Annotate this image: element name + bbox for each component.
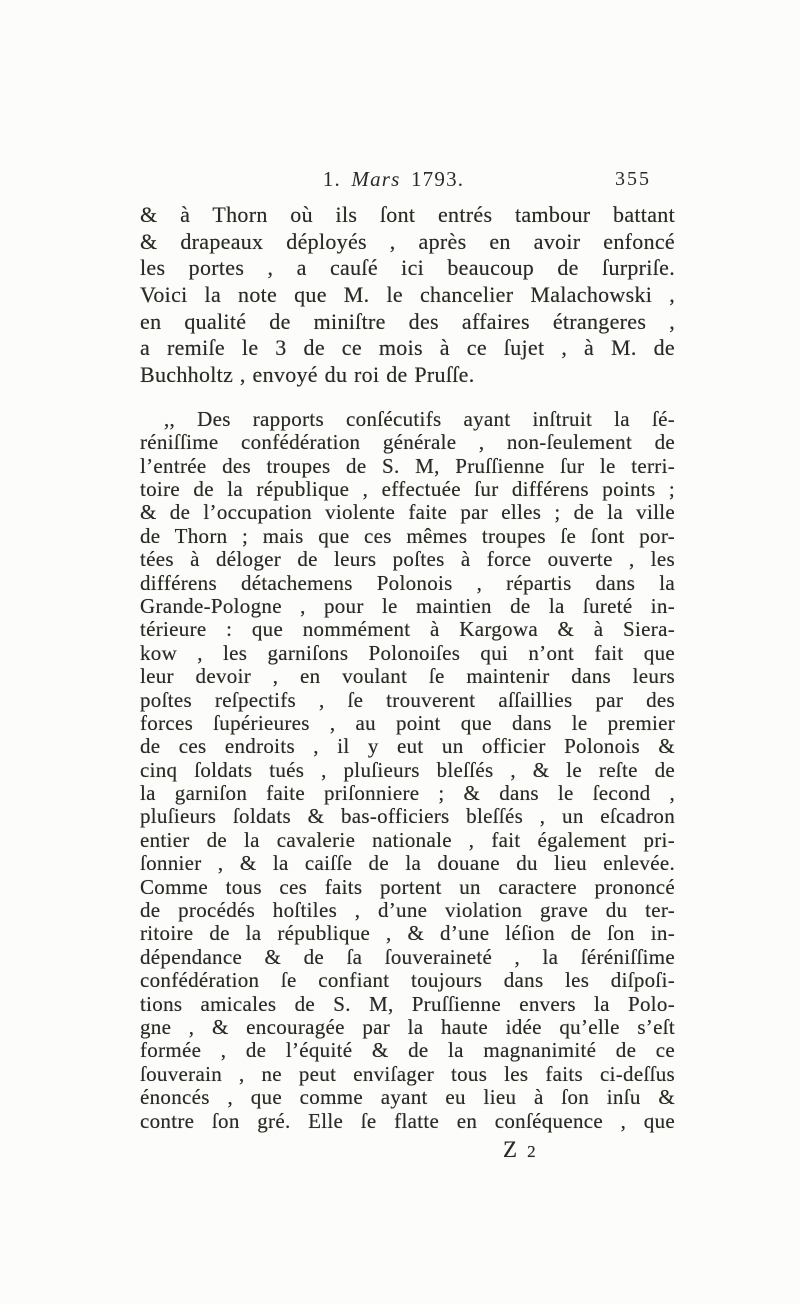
text-line: différens détachemens Polonois , répartis dans la: [140, 570, 675, 595]
text-line: a remiſe le 3 de ce mois à ce ſujet , à M. de: [140, 335, 675, 361]
header-date: [323, 166, 464, 192]
text-line: leur devoir , en voulant ſe maintenir dans leurs: [140, 664, 675, 689]
text-line: ritoire de la république , & d’une léſion de ſon in-: [140, 921, 675, 946]
text-line: Voici la note que M. le chancelier Malachowski ,: [140, 282, 675, 308]
text-line: l’entrée des troupes de S. M, Pruſſienne ſur le terri-: [140, 453, 675, 478]
text-line: & de l’occupation violente faite par elles ; de la ville: [140, 500, 675, 525]
text-line: dépendance & de ſa ſouveraineté , la ſéréniſſime: [140, 944, 675, 969]
signature-number: 2: [527, 1141, 536, 1161]
running-head: [140, 166, 675, 192]
text-line: térieure : que nommément à Kargowa & à Siera-: [140, 617, 675, 642]
text-line: contre ſon gré. Elle ſe flatte en conſéquence , que: [140, 1108, 675, 1133]
text-line: toire de la république , effectuée ſur différens points ;: [140, 476, 675, 501]
text-line: les portes , a cauſé ici beaucoup de ſurpriſe.: [140, 255, 675, 281]
text-line: entier de la cavalerie nationale , fait également pri-: [140, 827, 675, 852]
text-line: réniſſime confédération générale , non-ſeulement de: [140, 430, 675, 455]
page-number: 355: [615, 168, 651, 190]
text-block: [140, 166, 675, 1166]
paragraph-intro: [140, 202, 675, 389]
text-line: tions amicales de S. M, Pruſſienne envers la Polo-: [140, 991, 675, 1016]
text-line: & drapeaux déployés , après en avoir enfoncé: [140, 228, 675, 254]
text-line: Grande-Pologne , pour le maintien de la ſureté in-: [140, 593, 675, 618]
text-line: ,, Des rapports conſécutifs ayant inſtruit la ſé-: [164, 406, 675, 431]
header-date-day: 1.: [322, 167, 341, 191]
signature-letter: Z: [503, 1136, 518, 1162]
text-line: confédération ſe confiant toujours dans les diſpoſi-: [140, 968, 675, 993]
text-line: tées à déloger de leurs poſtes à force ouverte , les: [140, 547, 675, 572]
text-line: forces ſupérieures , au point que dans le premier: [140, 710, 675, 735]
text-line: & à Thorn où ils ſont entrés tambour battant: [140, 202, 675, 227]
text-line: la garniſon faite priſonniere ; & dans le ſecond ,: [140, 781, 675, 806]
text-line: de procédés hoſtiles , d’une violation grave du ter-: [140, 898, 675, 923]
paragraph-note: [140, 408, 675, 1133]
text-line: kow , les garniſons Polonoiſes qui n’ont fait que: [140, 640, 675, 665]
text-line: formée , de l’équité & de la magnanimité de ce: [140, 1038, 675, 1063]
signature-mark: [140, 1136, 675, 1166]
text-line: de Thorn ; mais que ces mêmes troupes ſe ſont por-: [140, 523, 675, 548]
text-line: énoncés , que comme ayant eu lieu à ſon inſu &: [140, 1085, 675, 1110]
text-line: cinq ſoldats tués , pluſieurs bleſſés , & le reſte de: [140, 757, 675, 782]
text-line: ſonnier , & la caiſſe de la douane du lieu enlevée.: [140, 851, 675, 876]
text-line: pluſieurs ſoldats & bas-officiers bleſſés , un eſcadron: [140, 804, 675, 829]
header-date-year: 1793.: [410, 167, 465, 191]
text-line: de ces endroits , il y eut un officier Polonois &: [140, 734, 675, 759]
text-line: ſouverain , ne peut enviſager tous les faits ci-deſſus: [140, 1061, 675, 1086]
text-line: gne , & encouragée par la haute idée qu’elle s’eſt: [140, 1014, 675, 1039]
text-line: poſtes reſpectifs , ſe trouverent aſſaillies par des: [140, 687, 675, 712]
header-date-month: Mars: [351, 167, 401, 191]
paragraphs: [140, 202, 675, 1133]
text-line: Comme tous ces faits portent un caractere prononcé: [140, 874, 675, 899]
text-line: en qualité de miniſtre des affaires étrangeres ,: [140, 308, 675, 334]
text-line: Buchholtz , envoyé du roi de Pruſſe.: [140, 362, 475, 388]
